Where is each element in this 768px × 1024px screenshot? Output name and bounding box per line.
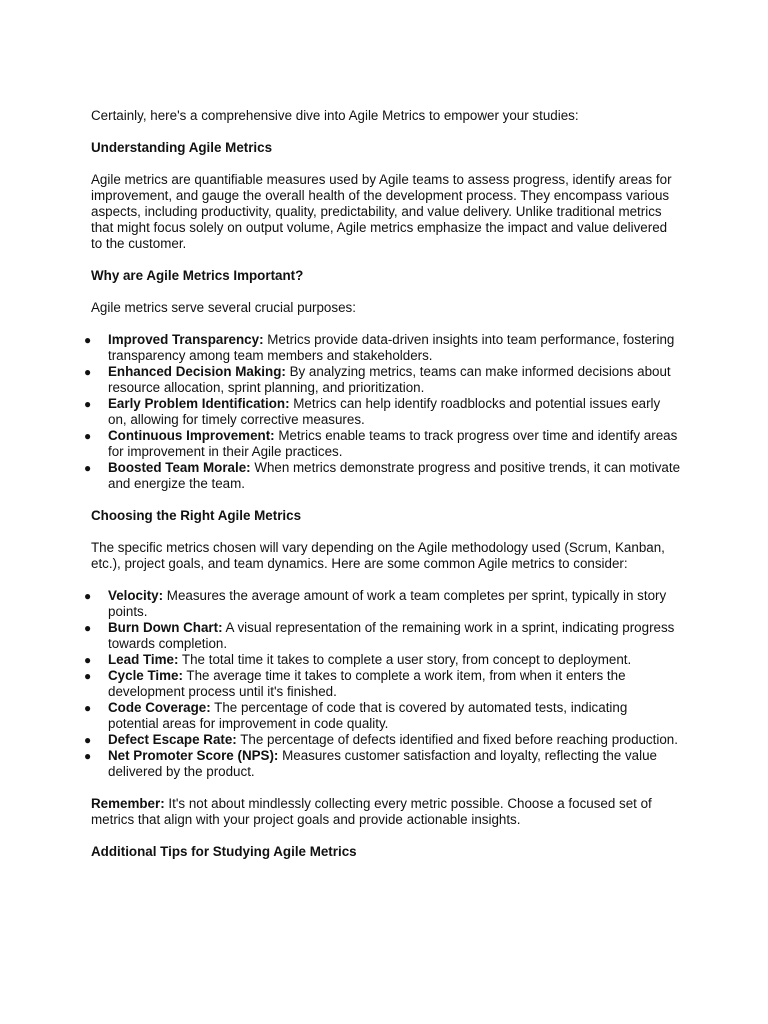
list-item-term: Early Problem Identification:	[108, 396, 290, 411]
bullet-icon: ●	[84, 365, 92, 379]
list-item	[84, 732, 681, 748]
list-item-text: Metrics enable teams to track progress over time and identify areas for improvement in their Agile practices.	[108, 428, 678, 459]
remember-term: Remember:	[91, 796, 165, 811]
list-item-text: Metrics can help identify roadblocks and potential issues early on, allowing for timely corrective measures.	[108, 396, 661, 427]
bullet-icon: ●	[84, 733, 92, 747]
list-item-term: Boosted Team Morale:	[108, 460, 251, 475]
intro-paragraph: Certainly, here's a comprehensive dive into Agile Metrics to empower your studies:	[91, 108, 579, 123]
heading-importance: Why are Agile Metrics Important?	[91, 268, 304, 283]
list-item-text: By analyzing metrics, teams can make informed decisions about resource allocation, sprint planning, and prioritization.	[108, 364, 671, 395]
list-item-text: The total time it takes to complete a user story, from concept to deployment.	[178, 652, 632, 667]
list-item	[84, 460, 681, 492]
list-item	[84, 364, 681, 396]
bullet-icon: ●	[84, 749, 92, 763]
list-item-term: Enhanced Decision Making:	[108, 364, 286, 379]
bullet-icon: ●	[84, 429, 92, 443]
list-item-term: Continuous Improvement:	[108, 428, 275, 443]
heading-tips: Additional Tips for Studying Agile Metrics	[91, 844, 357, 859]
list-item-term: Code Coverage:	[108, 700, 211, 715]
list-item	[84, 588, 681, 620]
list-item-text: Measures the average amount of work a team completes per sprint, typically in story points.	[108, 588, 667, 619]
importance-list	[84, 332, 681, 492]
list-item	[84, 668, 681, 700]
bullet-icon: ●	[84, 669, 92, 683]
list-item-term: Velocity:	[108, 588, 164, 603]
bullet-icon: ●	[84, 653, 92, 667]
remember-text: It's not about mindlessly collecting every metric possible. Choose a focused set of metrics that align with your project goals and provide actionable insights.	[91, 796, 652, 827]
list-item-text: A visual representation of the remaining work in a sprint, indicating progress towards completion.	[108, 620, 675, 651]
remember-paragraph	[91, 796, 681, 828]
bullet-icon: ●	[84, 333, 92, 347]
list-item-term: Defect Escape Rate:	[108, 732, 237, 747]
list-item-term: Cycle Time:	[108, 668, 183, 683]
list-item	[84, 700, 681, 732]
list-item	[84, 332, 681, 364]
list-item	[84, 396, 681, 428]
list-item-term: Net Promoter Score (NPS):	[108, 748, 279, 763]
choosing-list	[84, 588, 681, 780]
bullet-icon: ●	[84, 621, 92, 635]
list-item	[84, 620, 681, 652]
heading-understanding: Understanding Agile Metrics	[91, 140, 273, 155]
understanding-paragraph: Agile metrics are quantifiable measures used by Agile teams to assess progress, identify areas for improvement, and gauge the overall health of the development process. They encompass various aspects, including productivity, quality, predictability, and value delivery. Unlike traditional metrics that might focus solely on output volume, Agile metrics emphasize the impact and value delivered to the customer.	[91, 172, 672, 251]
list-item-text: The percentage of defects identified and fixed before reaching production.	[236, 732, 678, 747]
document-page	[84, 108, 681, 860]
list-item-term: Improved Transparency:	[108, 332, 264, 347]
choosing-lead: The specific metrics chosen will vary depending on the Agile methodology used (Scrum, Kanban, etc.), project goals, and team dynamics. Here are some common Agile metrics to consider:	[91, 540, 665, 571]
list-item-term: Burn Down Chart:	[108, 620, 223, 635]
bullet-icon: ●	[84, 701, 92, 715]
list-item-text: The percentage of code that is covered by automated tests, indicating potential areas for improvement in code quality.	[108, 700, 628, 731]
bullet-icon: ●	[84, 461, 92, 475]
list-item	[84, 748, 681, 780]
list-item-text: Metrics provide data-driven insights into team performance, fostering transparency among team members and stakeholders.	[108, 332, 675, 363]
list-item	[84, 652, 681, 668]
list-item-term: Lead Time:	[108, 652, 179, 667]
heading-choosing: Choosing the Right Agile Metrics	[91, 508, 302, 523]
list-item	[84, 428, 681, 460]
list-item-text: The average time it takes to complete a work item, from when it enters the development process until it's finished.	[108, 668, 626, 699]
bullet-icon: ●	[84, 397, 92, 411]
list-item-text: When metrics demonstrate progress and positive trends, it can motivate and energize the team.	[108, 460, 681, 491]
bullet-icon: ●	[84, 589, 92, 603]
importance-lead: Agile metrics serve several crucial purposes:	[91, 300, 356, 315]
list-item-text: Measures customer satisfaction and loyalty, reflecting the value delivered by the product.	[108, 748, 657, 779]
